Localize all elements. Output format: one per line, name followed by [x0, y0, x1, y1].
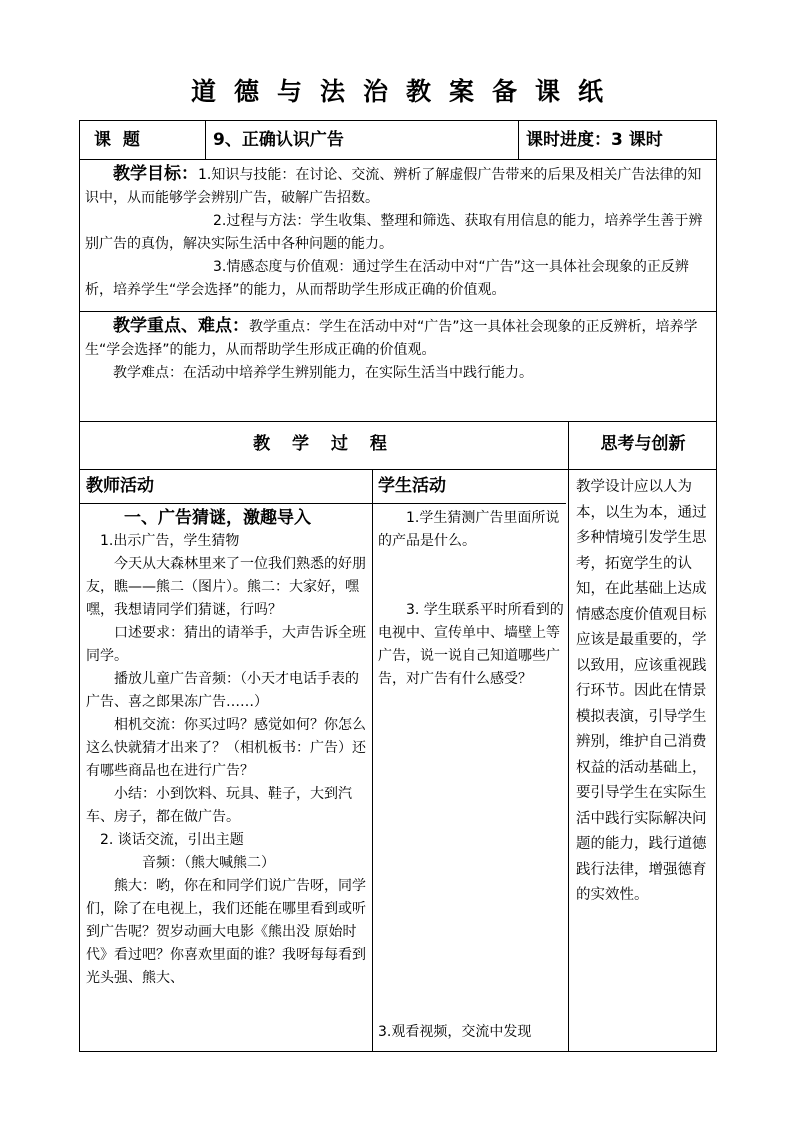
teacher-paragraph: 播放儿童广告音频：（小天才电话手表的广告、喜之郎果冻广告……） — [86, 671, 359, 710]
row-divider — [80, 469, 716, 470]
row-divider — [80, 503, 566, 504]
student-activity: 3.观看视频，交流中发现 — [378, 1024, 532, 1040]
student-activities — [378, 507, 564, 691]
teacher-section-title: 一、广告猜谜，激趣导入 — [124, 508, 311, 528]
row-divider — [80, 159, 716, 160]
student-header: 学生活动 — [378, 476, 446, 496]
student-activity: 1.学生猜测广告里面所说的产品是什么。 — [378, 510, 560, 549]
col-divider — [372, 469, 373, 1051]
teacher-paragraph: 口述要求：猜出的请举手，大声告诉全班同学。 — [86, 625, 366, 664]
col-divider — [205, 121, 206, 159]
teacher-header: 教师活动 — [86, 476, 154, 496]
teacher-activities — [86, 507, 366, 990]
difficulty-point: 教学难点：在活动中培养学生辨别能力，在实际生活当中践行能力。 — [113, 365, 533, 381]
teacher-step: 1.出示广告，学生猜物 — [100, 533, 240, 549]
objective-emotion: 3.情感态度与价值观：通过学生在活动中对“广告”这一具体社会现象的正反辨析，培养学生“学会选择”的能力，从而帮助学生形成正确的价值观。 — [85, 259, 689, 298]
page-title: 道德与法治教案备课纸 — [190, 77, 621, 106]
innovation-text: 教学设计应以人为本，以生为本，通过多种情境引发学生思考，拓宽学生的认知，在此基础上达成情感态度价值观目标应该是最重要的，学以致用，应该重视践行环节。因此在情景模拟表演，引导学生辨别，维护自己消费权益的活动基础上，要引导学生在实际生活中践行实际解决问题的能力，践行道德践行法律，增强德育的实效性。 — [576, 479, 707, 903]
teacher-paragraph: 熊大：哟，你在和同学们说广告呀，同学们，除了在电视上，我们还能在哪里看到或听到广告呢？贺岁动画大电影《熊出没 原始时代》看过吧？你喜欢里面的谁？我呀每每看到光头强、熊大、 — [86, 878, 366, 986]
keypoints-section — [85, 315, 711, 385]
lesson-plan-table — [79, 120, 717, 1052]
teacher-paragraph: 今天从大森林里来了一位我们熟悉的好朋友，瞧——熊二（图片）。熊二：大家好，嘿嘿，我想请同学们猜谜，行吗？ — [86, 556, 366, 618]
objectives-section — [85, 163, 711, 302]
teacher-paragraph: 相机交流：你买过吗？感觉如何？你怎么这么快就猜才出来了？（相机板书：广告）还有哪些商品也在进行广告？ — [86, 717, 366, 779]
row-divider — [80, 421, 716, 422]
objectives-label: 教学目标： — [113, 164, 198, 184]
subject-label: 课 题 — [94, 130, 140, 150]
objective-knowledge: 1.知识与技能：在讨论、交流、辨析了解虚假广告带来的后果及相关广告法律的知识中，从而能够学会辨别广告，破解广告招数。 — [85, 167, 702, 206]
col-divider — [518, 121, 519, 159]
subject-value: 9、正确认识广告 — [213, 130, 344, 150]
teacher-paragraph: 音频：（熊大喊熊二） — [142, 855, 275, 871]
student-activity: 3. 学生联系平时所看到的电视中、宣传单中、墙壁上等广告，说一说自己知道哪些广告，对广告有什么感受？ — [378, 602, 564, 687]
col-divider — [568, 421, 569, 1051]
innovation-header: 思考与创新 — [600, 434, 686, 454]
keypoints-label: 教学重点、难点： — [113, 316, 249, 336]
teacher-paragraph: 小结：小到饮料、玩具、鞋子，大到汽车、房子，都在做广告。 — [86, 786, 352, 825]
teacher-step: 2. 谈话交流，引出主题 — [100, 832, 244, 848]
row-divider — [80, 311, 716, 312]
process-header: 教 学 过 程 — [253, 434, 395, 454]
key-point: 教学重点：学生在活动中对“广告”这一具体社会现象的正反辨析，培养学生“学会选择”的能力，从而帮助学生形成正确的价值观。 — [85, 319, 698, 358]
objective-process: 2.过程与方法：学生收集、整理和筛选、获取有用信息的能力，培养学生善于辨别广告的真伪，解决实际生活中各种问题的能力。 — [85, 213, 703, 252]
lesson-progress: 课时进度：3 课时 — [526, 130, 663, 150]
